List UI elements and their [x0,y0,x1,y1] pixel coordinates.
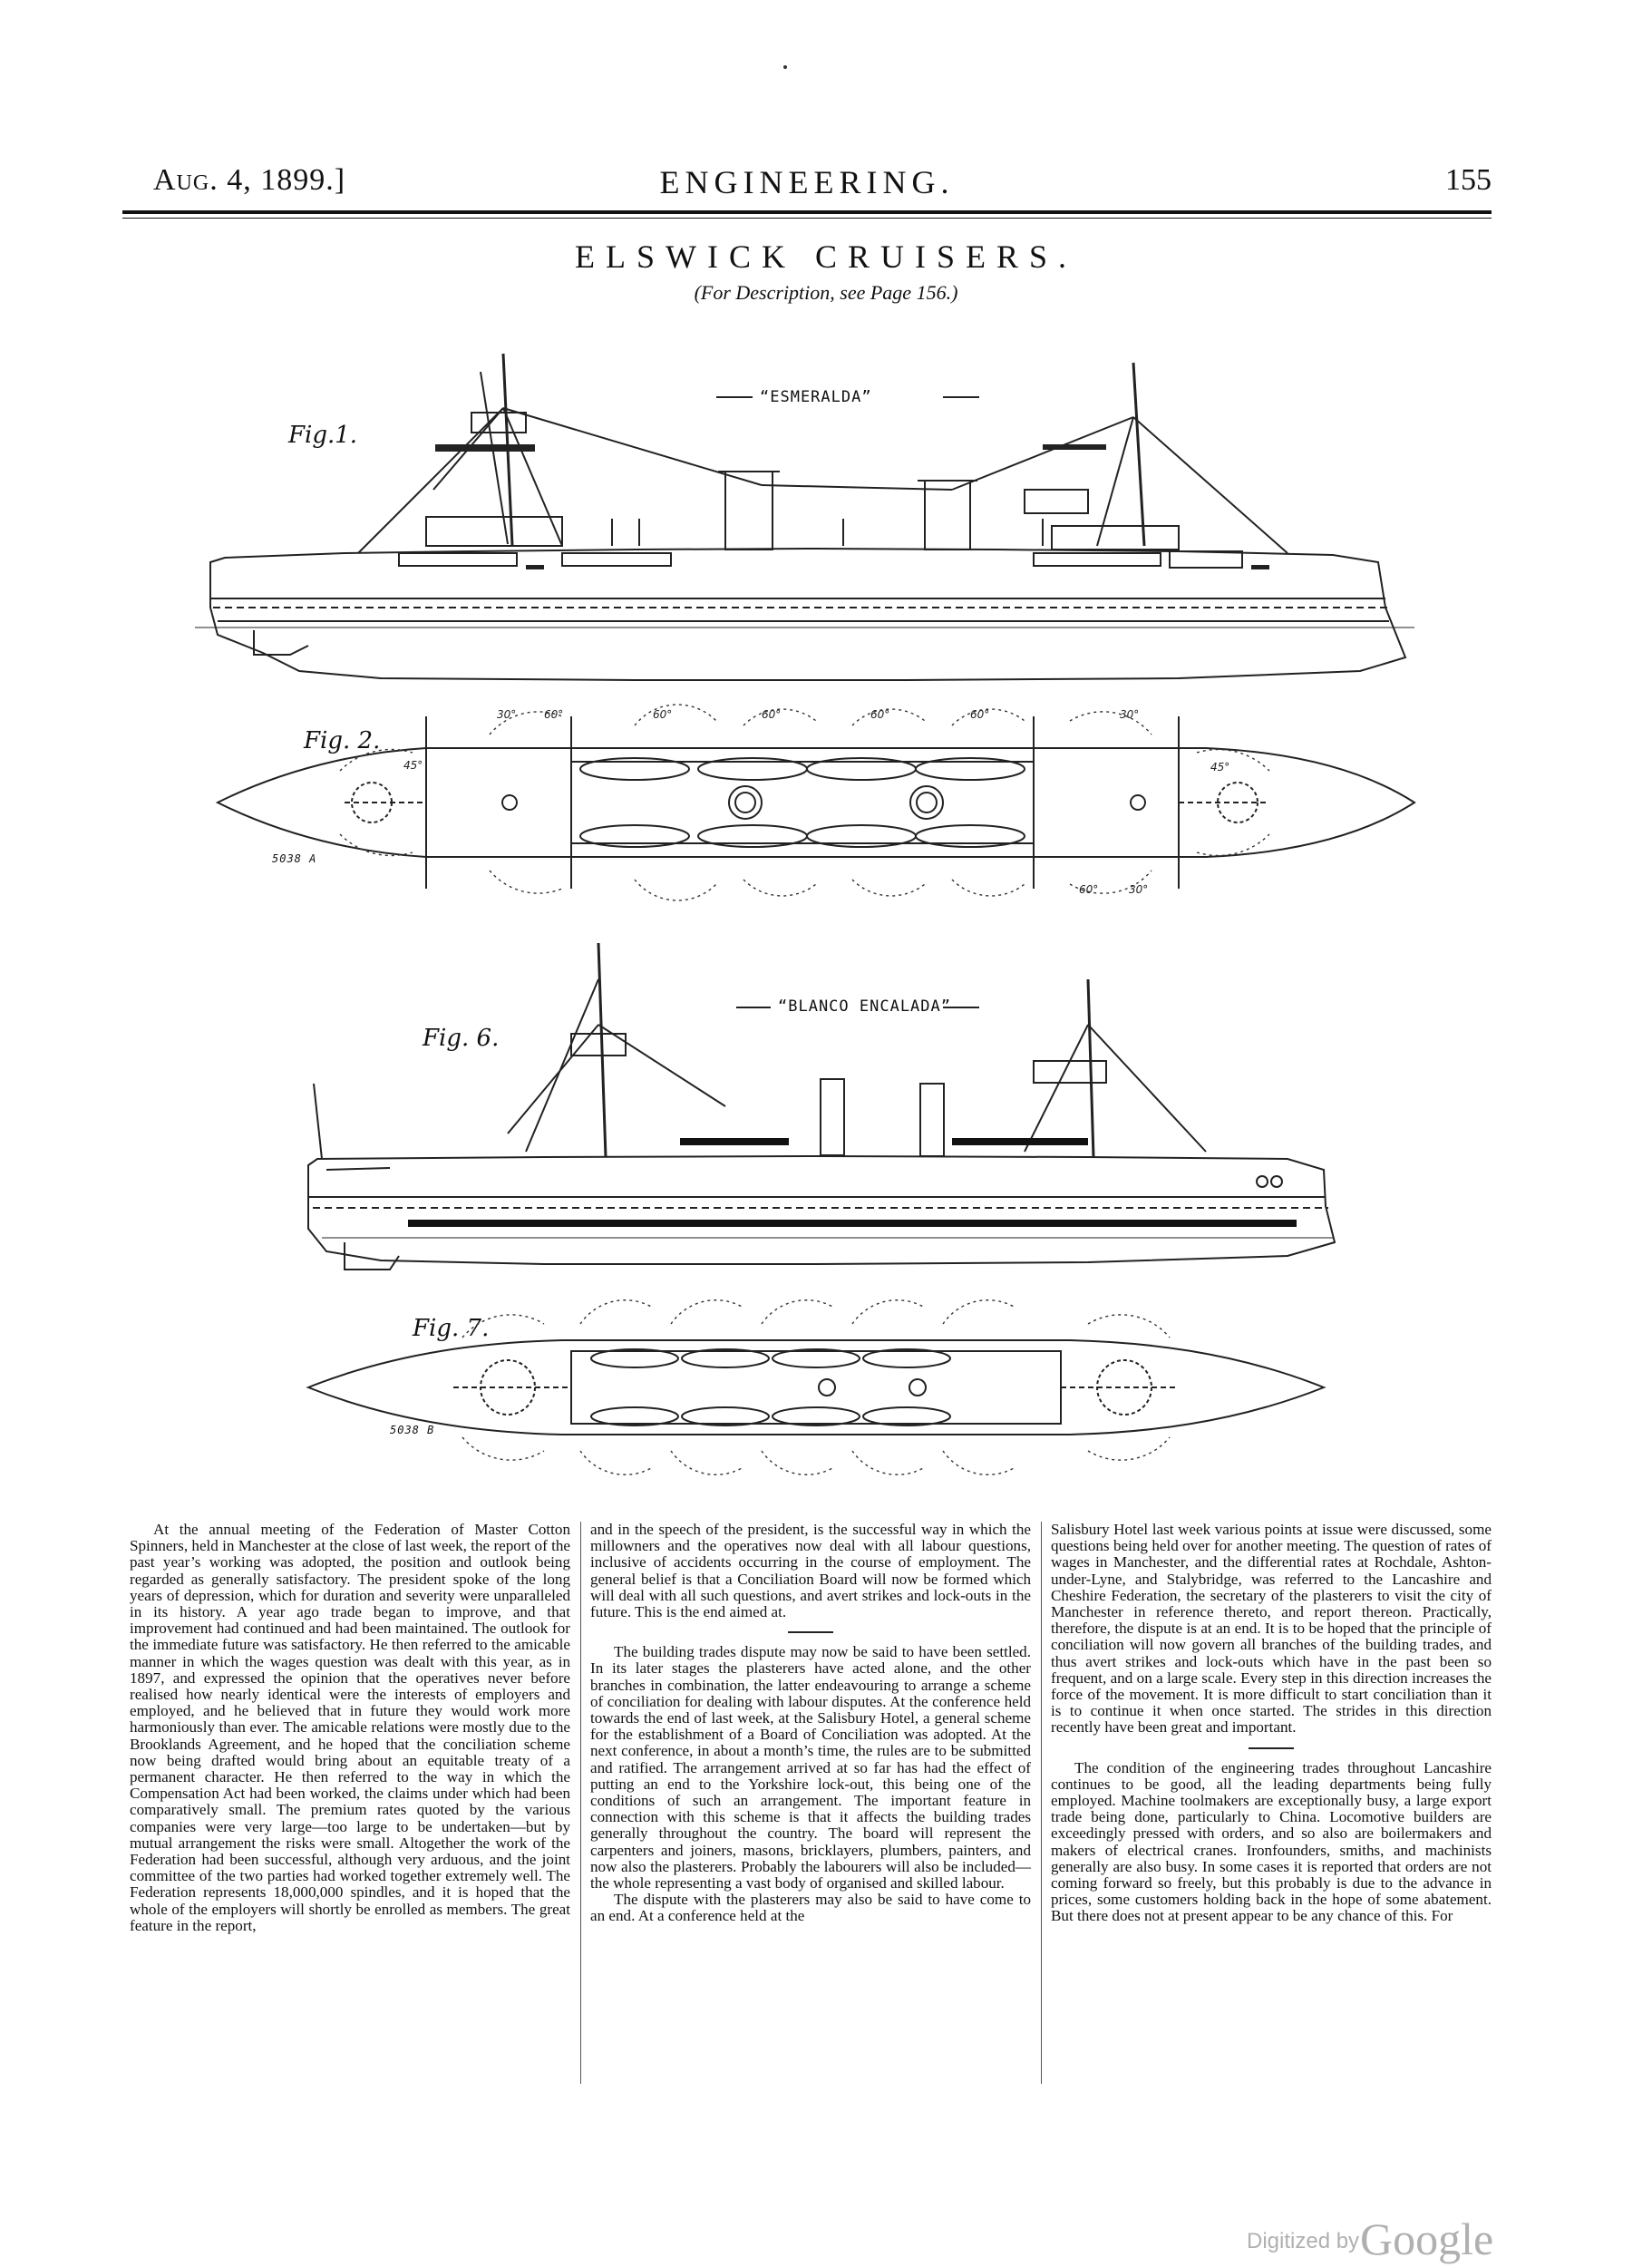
text-column-3 [1051,1522,1492,1925]
issue-date: Aug. 4, 1899.] [153,163,346,197]
paragraph: The condition of the engineering trades throughout Lancashire continues to be good, all the leading departments being fully employed. Machine toolmakers are exceptionally busy, a large export trade being done, particularly to China. Locomotive builders are exceedingly pressed with orders, and so also are boilermakers and makers of electrical cranes. Ironfounders, smiths, and machinists generally are also busy. In some cases it is reported that orders are not coming forward so freely, but this probably is due to the advance in prices, some customers holding back in the hope of some abatement. But there does not at present appear to be any chance of this. For [1051,1758,1492,1925]
bearing-label: 45° [1210,761,1230,774]
esmeralda-plan-drawing [0,698,1652,907]
ship-name-esmeralda: “ESMERALDA” [760,388,872,406]
article-title: ELSWICK CRUISERS. [574,238,1078,275]
figure-1 [0,308,1652,698]
text-column-2 [590,1522,1031,1925]
figure-2-label: Fig. 2. [304,727,381,754]
blanco-encalada-profile-drawing [0,925,1652,1288]
bearing-label: 60° [544,708,564,721]
paragraph: At the annual meeting of the Federation of Master Cotton Spinners, held in Manchester at the close of last week, the report of the past year’s working was adopted, the position and outlook being regarded as generally satisfactory. The president spoke of the long years of depression, which for duration and severity were unparalleled in its history. A year ago trade began to improve, and that improvement had continued and had been maintained. The outlook for the immediate future was satisfactory. He then referred to the amicable manner in which the wages question was dealt with this year, as in 1897, and expressed the opinion that the operatives never before realised how nearly identical were the interests of employers and employed, and he believed that in future they would work more harmoniously than ever. The amicable relations were mostly due to the Brooklands Agreement, and he hoped that the conciliation scheme now being drafted would bring about an equitable treaty of a permanent character. He then referred to the way in which the Compensation Act had been worked, the claims under which had been comparatively small. The premium rates quoted by the various companies were very large—too large to be undertaken—but by mutual arrangement the risks were small. Altogether the work of the Federation had been successful, although very arduous, and the joint committee of the two parties had worked together extremely well. The Federation represents 18,000,000 spindles, and it is hoped that the whole of the employers will shortly be enrolled as members. The great feature in the report, [130,1521,570,1934]
bearing-label: 30° [1129,883,1149,896]
figure-6 [0,925,1652,1288]
bearing-label: 45° [403,759,423,772]
blanco-encalada-plan-drawing [0,1288,1652,1505]
esmeralda-profile-drawing [0,308,1652,698]
header-rule-thin [122,218,1492,219]
page-number: 155 [1445,163,1492,197]
article-subtitle: (For Description, see Page 156.) [694,281,958,304]
figure-1-label: Fig.1. [288,422,358,449]
column-divider [1041,1522,1042,2084]
figure-6-label: Fig. 6. [423,1025,500,1052]
ship-name-blanco-encalada: “BLANCO ENCALADA” [778,997,951,1016]
paragraph: Salisbury Hotel last week various points at issue were discussed, some questions being held over for another meeting. The question of rates of wages in Manchester, and the differential rates at Rochdale, Ashton-under-Lyne, and Stalybridge, was referred to the Lancashire and Cheshire Federation, the secretary of the plasterers to visit the city of Manchester in reference thereto, and report thereon. Practically, therefore, the dispute is at an end. It is to be hoped that the principle of conciliation will now govern all branches of the building trades, and thus avert strikes and lock-outs which have in the past been so frequent, and on a large scale. Every step in this direction increases the force of the movement. It is more difficult to start conciliation than it is to continue it when once started. The strides in this direction recently have been great and important. [1051,1521,1492,1737]
header-rule [122,210,1492,214]
engraver-mark-fig7: 5038 B [390,1424,435,1436]
bearing-label: 30° [1120,708,1140,721]
paragraph: The building trades dispute may now be said to have been settled. In its later stages the plasterers have acted alone, and the other branches in combination, the latter endeavouring to arrange a scheme of conciliation for dealing with labour disputes. At the conference held towards the end of last week, at the Salisbury Hotel, a general scheme for the establishment of a Board of Conciliation was adopted. At the next conference, in about a month’s time, the rules are to be submitted and ratified. The arrangement arrived at so far has had the effect of putting an end to the Yorkshire lock-out, this being one of the conditions of such an arrangement. The important feature in connection with this scheme is that it affects the building trades generally throughout the country. The board will represent the carpenters and joiners, masons, bricklayers, plumbers, painters, and now also the plasterers. Probably the labourers will also be included—the whole representing a vast body of organised and skilled labour. [590,1643,1031,1892]
watermark-brand: Google [1360,2213,1494,2264]
section-separator [1249,1747,1294,1749]
bearing-label: 60° [762,708,782,721]
running-header [122,163,1492,205]
bearing-label: 60° [870,708,890,721]
watermark-prefix: Digitized by [1247,2229,1360,2253]
figure-7-label: Fig. 7. [413,1315,490,1342]
bearing-label: 60° [970,708,990,721]
bearing-label: 60° [653,708,673,721]
article-body [130,1522,1508,2084]
text-column-1 [130,1522,570,1934]
bearing-label: 60° [1079,883,1099,896]
paragraph: The dispute with the plasterers may also be said to have come to an end. At a conference held at the [590,1891,1031,1925]
journal-title: ENGINEERING. [659,164,955,200]
figure-2 [0,698,1652,907]
figure-7 [0,1288,1652,1505]
column-divider [580,1522,581,2084]
print-speck [783,65,787,69]
bearing-label: 30° [497,708,517,721]
digitization-watermark [1247,2213,1591,2264]
paragraph: and in the speech of the president, is the successful way in which the millowners and the operatives now deal with all labour questions, inclusive of accidents occurring in the course of employment. The general belief is that a Conciliation Board will now be formed which will deal with all such questions, and avert strikes and lock-outs in the future. This is the end aimed at. [590,1521,1031,1621]
engraver-mark-fig2: 5038 A [272,852,317,865]
section-separator [788,1631,833,1633]
